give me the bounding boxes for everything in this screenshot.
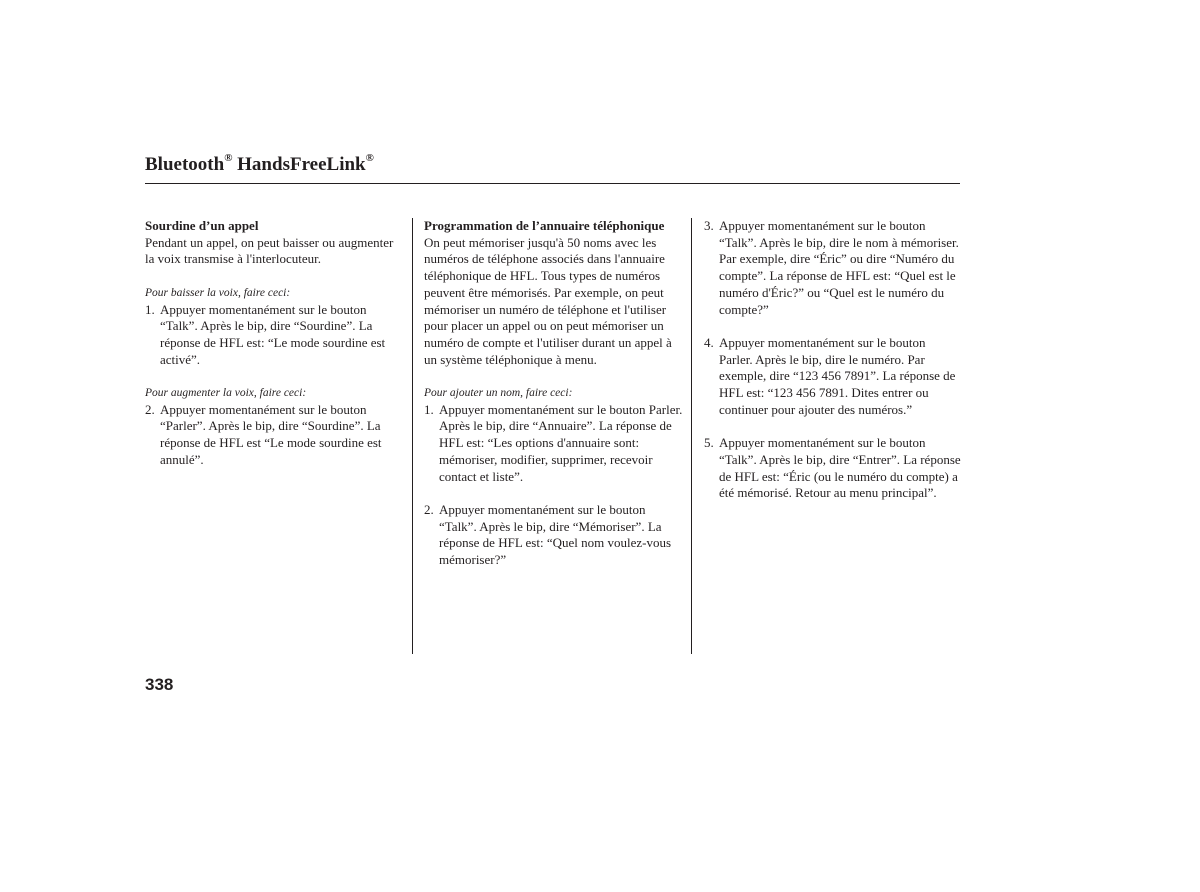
column-divider-1 xyxy=(412,218,413,654)
step-number: 1. xyxy=(145,301,155,317)
step-text: Appuyer momentanément sur le bouton Parler. Après le bip, dire “Annuaire”. La réponse de HFL est: “Les options d'annuaire sont: mémoriser, modifier, supprimer, recevoir contact et liste”. xyxy=(439,401,683,484)
registered-mark-2: ® xyxy=(365,152,374,164)
registered-mark: ® xyxy=(224,152,233,164)
lower-voice-caption: Pour baisser la voix, faire ceci: xyxy=(145,286,291,299)
phonebook-step-4 xyxy=(704,335,962,419)
step-number: 2. xyxy=(145,401,155,417)
title-divider xyxy=(145,183,960,184)
column-phonebook-continued xyxy=(704,218,962,502)
phonebook-step-3 xyxy=(704,218,962,318)
step-text: Appuyer momentanément sur le bouton “Talk”. Après le bip, dire “Entrer”. La réponse de HFL est: “Éric (ou le numéro du compte) a été mémorisé. Retour au menu principal”. xyxy=(719,435,961,501)
title-part2: HandsFreeLink xyxy=(232,154,366,175)
step-number: 4. xyxy=(704,334,714,350)
phonebook-intro-text: On peut mémoriser jusqu'à 50 noms avec les numéros de téléphone associés dans l'annuaire téléphonique de HFL. Tous types de numéros peuvent être mémorisés. Par exemple, on peut mémoriser un numéro de téléphone et l'utiliser pour placer un appel ou on peut mémoriser un numéro de compte et l'utiliser durant un appel à un système téléphonique à menu. xyxy=(424,234,672,367)
raise-voice-caption: Pour augmenter la voix, faire ceci: xyxy=(145,387,307,399)
section-heading-mute: Sourdine d’un appel xyxy=(145,218,259,233)
title-part1: Bluetooth xyxy=(145,154,225,175)
step-number: 2. xyxy=(424,501,434,517)
phonebook-step-1 xyxy=(424,402,684,486)
phonebook-step-2 xyxy=(424,502,684,569)
column-phonebook xyxy=(424,218,684,569)
mute-step-1 xyxy=(145,302,405,369)
step-text: Appuyer momentanément sur le bouton “Talk”. Après le bip, dire le nom à mémoriser. Par exemple, dire “Éric” ou dire “Numéro du compte”. La réponse de HFL est: “Quel est le numéro d'Éric?” ou “Quel est le numéro du compte?” xyxy=(719,218,959,317)
column-mute-call xyxy=(145,218,405,469)
page-title xyxy=(145,153,374,177)
step-text: Appuyer momentanément sur le bouton “Talk”. Après le bip, dire “Sourdine”. La réponse de HFL est: “Le mode sourdine est activé”. xyxy=(160,301,386,367)
step-number: 3. xyxy=(704,218,714,233)
mute-step-2 xyxy=(145,402,405,469)
section-heading-phonebook: Programmation de l’annuaire téléphonique xyxy=(424,218,665,233)
phonebook-step-5 xyxy=(704,435,962,502)
step-text: Appuyer momentanément sur le bouton Parler. Après le bip, dire le numéro. Par exemple, dire “123 456 7891”. La réponse de HFL est: “123 456 7891. Dites entrer ou continuer pour ajouter des numéros.” xyxy=(719,334,956,417)
step-number: 5. xyxy=(704,435,714,451)
step-text: Appuyer momentanément sur le bouton “Parler”. Après le bip, dire “Sourdine”. La réponse de HFL est “Le mode sourdine est annulé”. xyxy=(160,401,382,467)
column-divider-2 xyxy=(691,218,692,654)
mute-intro-text: Pendant un appel, on peut baisser ou augmenter la voix transmise à l'interlocuteur. xyxy=(145,234,394,267)
step-number: 1. xyxy=(424,401,434,417)
page-number: 338 xyxy=(145,675,174,694)
add-name-caption: Pour ajouter un nom, faire ceci: xyxy=(424,387,573,400)
step-text: Appuyer momentanément sur le bouton “Talk”. Après le bip, dire “Mémoriser”. La réponse de HFL est: “Quel nom voulez-vous mémoriser?” xyxy=(439,501,672,568)
